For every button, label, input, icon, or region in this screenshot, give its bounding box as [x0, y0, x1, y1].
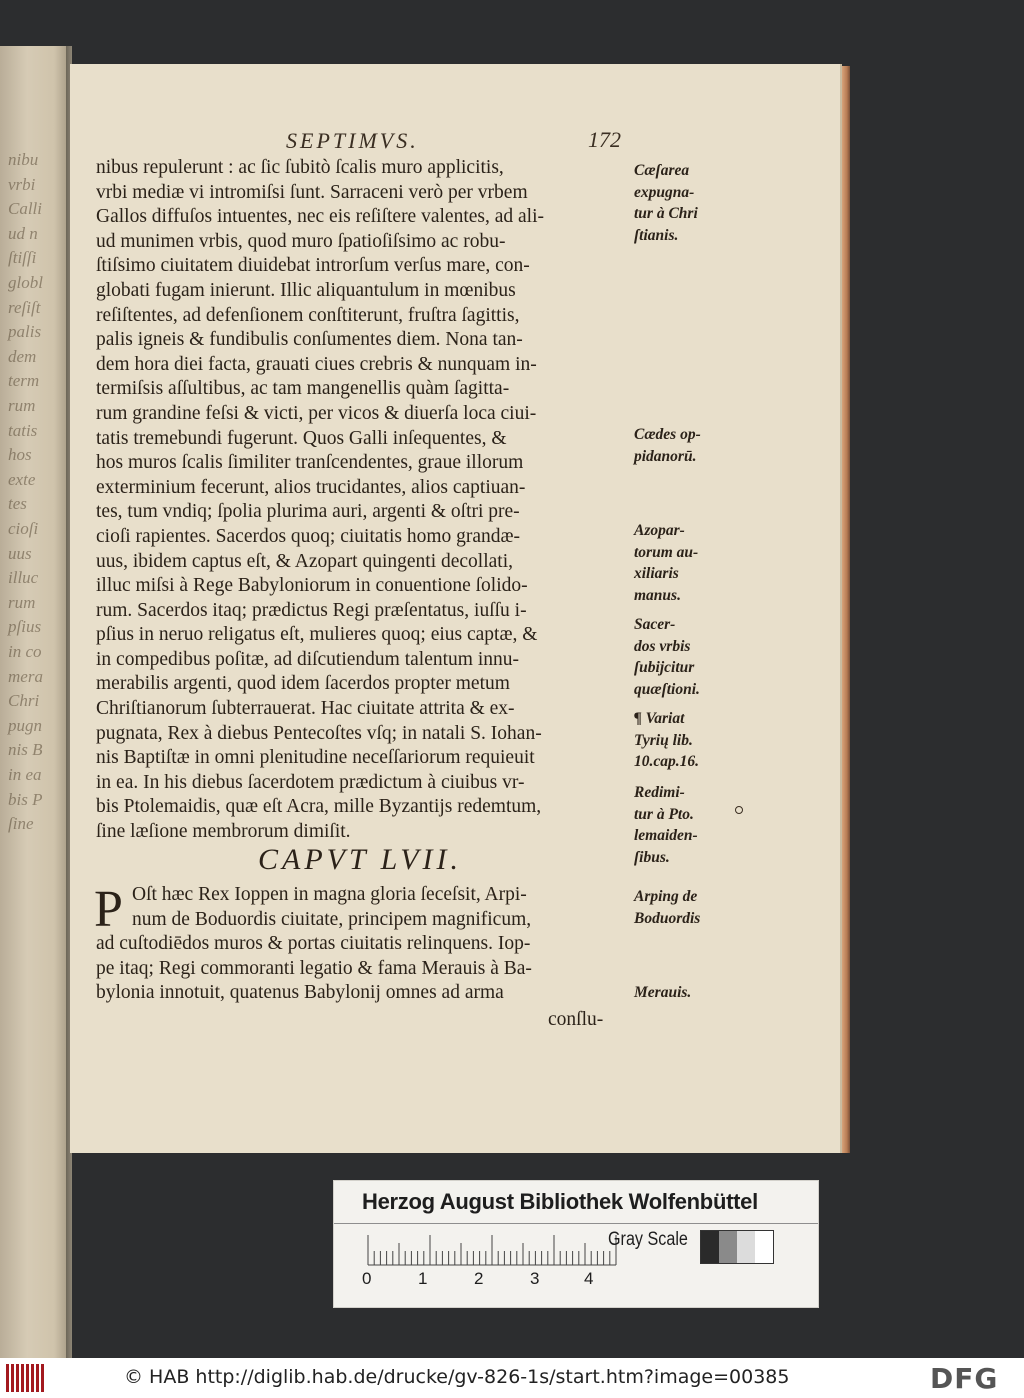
previous-page-edge [0, 46, 68, 1358]
prev-page-fragment: exte [8, 469, 36, 489]
margin-note-line: Boduordis [634, 909, 701, 927]
margin-note-line: torum au- [634, 543, 699, 561]
margin-note-line: lemaiden- [634, 827, 698, 844]
margin-note-line: xiliaris [634, 565, 679, 582]
prev-page-fragment: reſiſt [8, 297, 41, 317]
prev-page-fragment: cioſi [8, 519, 39, 538]
scale-number: 0 [362, 1269, 372, 1288]
margin-note-line: pidanorū. [634, 447, 697, 465]
gray-swatch [719, 1231, 737, 1263]
prev-page-fragment: palis [8, 322, 42, 342]
footer-bar [0, 1358, 1024, 1398]
margin-note [634, 982, 691, 1004]
prev-page-fragment: rum [8, 396, 36, 415]
text-line: ud munimen vrbis, quod muro ſpatioſiſsimo ac robu- [96, 230, 506, 252]
scale-number: 1 [418, 1269, 428, 1288]
catchword: conſlu- [548, 1009, 604, 1030]
scale-number: 4 [584, 1269, 594, 1288]
margin-note-line: Cædes op- [634, 426, 701, 443]
text-line: nis Baptiſtæ in omni plenitudine neceſſariorum requieuit [96, 747, 535, 769]
color-calibration-card [333, 1180, 819, 1308]
gray-swatch [701, 1231, 719, 1263]
chapter-heading: CAPVT LVII. [258, 843, 463, 876]
prev-page-fragment: Calli [8, 199, 43, 219]
text-line: reſiſtentes, ad defenſionem conſtiterunt, fruſtra ſagittis, [96, 304, 520, 326]
text-line: ſine læſione membrorum dimiſit. [96, 821, 351, 843]
text-line: palis igneis & fundibulis conſumentes diem. Nona tan- [96, 329, 523, 351]
prev-page-fragment: vrbi [8, 174, 36, 194]
margin-note [634, 614, 700, 700]
scale-number: 3 [530, 1269, 540, 1288]
text-line: nibus repulerunt : ac ſic ſubitò ſcalis muro applicitis, [96, 157, 504, 178]
prev-page-fragment: mera [8, 666, 43, 686]
margin-note-line: Merauis. [634, 984, 692, 1001]
copyright-url[interactable]: © HAB http://diglib.hab.de/drucke/gv-826-1s/start.htm?image=00385 [124, 1366, 790, 1388]
text-line: dem hora diei facta, grauati ciues crebris & nunquam in- [96, 353, 537, 375]
margin-note-line: tur à Chri [634, 205, 698, 222]
text-line: vrbi mediæ vi intromiſsi ſunt. Sarraceni verò per vrbem [96, 181, 528, 203]
prev-page-fragment: rum [8, 592, 36, 612]
text-line: pe itaq; Regi commoranti legatio & fama Merauis à Ba- [96, 957, 532, 979]
prev-page-fragment: globl [8, 273, 43, 292]
margin-note-line: ¶ Variat [634, 710, 685, 727]
text-line: bylonia innotuit, quatenus Babylonij omnes ad arma [96, 982, 504, 1004]
margin-note-line: Azopar- [634, 522, 685, 539]
margin-note-line: ſibus. [634, 848, 670, 866]
prev-page-fragment: ſine [8, 814, 34, 834]
margin-note-line: 10.cap.16. [634, 753, 700, 770]
text-line: exterminium fecerunt, alios trucidantes, alios captiuan- [96, 476, 526, 498]
page-edge [842, 66, 850, 1153]
prev-page-fragment: dem [8, 346, 37, 366]
gray-scale-swatches [700, 1230, 774, 1264]
gray-swatch [737, 1231, 755, 1263]
running-head: SEPTIMVS. [286, 128, 419, 153]
prev-page-fragment: pſius [8, 617, 42, 637]
margin-note [634, 708, 699, 773]
margin-note [634, 782, 698, 868]
dfg-logo: DFG [930, 1362, 999, 1395]
text-line: Gallos diffuſos intuentes, nec eis reſiſtere valentes, ad ali- [96, 206, 544, 228]
prev-page-fragment: nibu [8, 150, 39, 169]
prev-page-fragment: tes [8, 494, 27, 514]
text-line: tes, tum vndiq; ſpolia plurima auri, argenti & oſtri pre- [96, 501, 520, 523]
margin-note-line: Arping de [634, 888, 698, 905]
margin-note-line: dos vrbis [634, 637, 691, 655]
text-line: globati fugam inierunt. Illic aliquantulum in mœnibus [96, 279, 516, 301]
body-text [96, 156, 642, 845]
prev-page-fragment: term [8, 371, 40, 391]
margin-note-line: Sacer- [634, 616, 676, 633]
prev-page-fragment: bis P [8, 789, 43, 809]
margin-note [634, 886, 700, 929]
prev-page-fragment: hos [8, 445, 32, 465]
prev-page-fragment: nis B [8, 740, 43, 760]
text-line: Oſt hæc Rex Ioppen in magna gloria ſeceſsit, Arpi- [132, 884, 527, 905]
card-divider [334, 1223, 818, 1224]
margin-note [634, 160, 698, 246]
text-line: rum. Sacerdos itaq; prædictus Regi præſentatus, iuſſu i- [96, 599, 527, 621]
margin-note-line: Cæſarea [634, 162, 690, 179]
ruler-scale [366, 1233, 618, 1267]
chapter-text [96, 883, 642, 1006]
margin-note-line: expugna- [634, 183, 695, 201]
text-line: termiſsis aſſultibus, ac tam mangenellis quàm ſagitta- [96, 378, 510, 400]
prev-page-fragment: illuc [8, 568, 39, 588]
margin-note-line: tur à Pto. [634, 805, 694, 823]
text-line: uus, ibidem captus eſt, & Azopart quingenti decollati, [96, 550, 513, 572]
margin-note-line: ſtianis. [634, 226, 679, 244]
prev-page-fragment: uus [8, 543, 32, 563]
prev-page-fragment: ſtiſſi [8, 248, 37, 268]
margin-note-line: Tyrių lib. [634, 731, 693, 749]
text-line: bis Ptolemaidis, quæ eſt Acra, mille Byzantijs redemtum, [96, 796, 542, 818]
margin-ornament-icon [735, 806, 743, 814]
text-line: ſtiſsimo ciuitatem diuidebat introrſum verſus mare, con- [96, 255, 530, 277]
text-line: pugnata, Rex à diebus Pentecoſtes vſq; in natali S. Iohan- [96, 722, 542, 744]
margin-note-line: Redimi- [634, 784, 685, 801]
text-line: rum grandine feſsi & victi, per vicos & diuerſa loca ciui- [96, 402, 537, 424]
prev-page-fragment: Chri [8, 691, 40, 711]
prev-page-fragment: ud n [8, 223, 38, 243]
text-line: merabilis argenti, quod idem ſacerdos propter metum [96, 673, 510, 695]
gray-swatch [755, 1231, 773, 1263]
prev-page-fragment: pugn [8, 715, 42, 735]
margin-note-line: ſubijcitur [634, 659, 695, 676]
text-line: pſius in neruo religatus eſt, mulieres quoq; eius captæ, & [96, 624, 538, 646]
margin-note [634, 520, 698, 606]
drop-cap: P [94, 881, 123, 938]
text-line: num de Boduordis ciuitate, principem magnificum, [132, 908, 532, 930]
text-line: in compedibus poſitæ, ad diſcutiendum talentum innu- [96, 648, 519, 670]
text-line: illuc miſsi à Rege Babyloniorum in conuentione ſolido- [96, 575, 528, 597]
text-line: cioſi rapientes. Sacerdos quoq; ciuitatis homo grandæ- [96, 525, 521, 547]
text-line: Chriſtianorum ſubterrauerat. Hac ciuitate attrita & ex- [96, 698, 515, 720]
text-line: hos muros ſcalis ſimiliter tranſcendentes, graue illorum [96, 452, 524, 474]
prev-page-fragment: tatis [8, 420, 38, 440]
margin-note-line: quæſtioni. [634, 680, 700, 698]
scale-number: 2 [474, 1269, 484, 1288]
gray-scale-label: Gray Scale [608, 1229, 688, 1250]
prev-page-fragment: in co [8, 642, 42, 661]
text-line: tatis tremebundi fugerunt. Quos Galli inſequentes, & [96, 427, 507, 449]
text-line: ad cuſtodiēdos muros & portas ciuitatis relinquens. Iop- [96, 933, 531, 955]
margin-note [634, 424, 701, 467]
prev-page-fragment: in ea [8, 765, 42, 784]
text-line: in ea. In his diebus ſacerdotem prædictum à ciuibus vr- [96, 771, 525, 793]
hab-logo-icon [6, 1364, 46, 1392]
page-number: 172 [588, 127, 621, 152]
library-name: Herzog August Bibliothek Wolfenbüttel [362, 1189, 758, 1214]
margin-note-line: manus. [634, 586, 681, 604]
